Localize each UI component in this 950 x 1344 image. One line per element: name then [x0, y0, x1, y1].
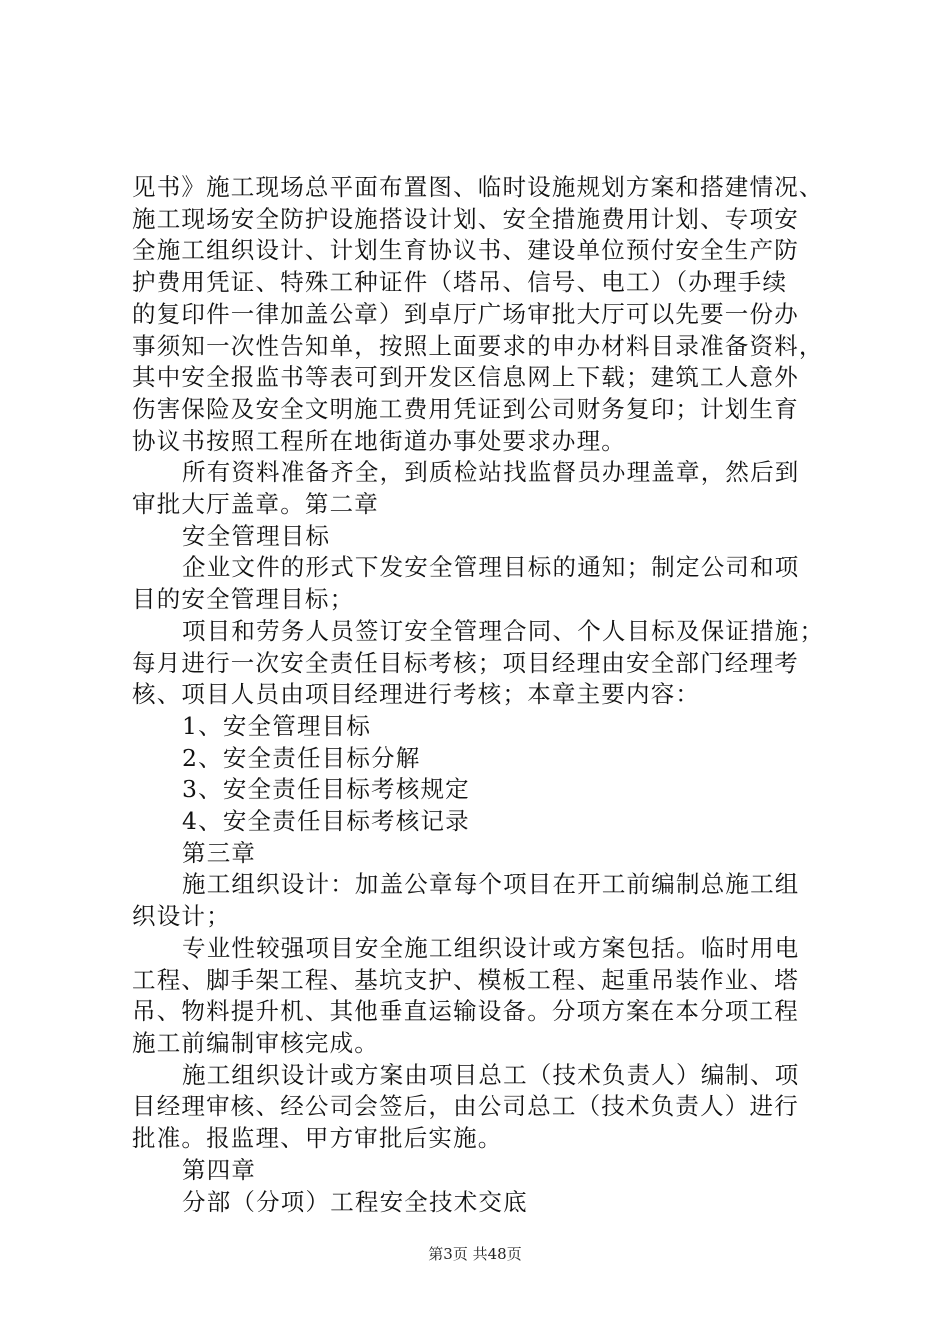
paragraph — [132, 711, 832, 743]
text-line: 见书》施工现场总平面布置图、临时设施规划方案和搭建情况、 — [132, 173, 824, 201]
text-line: 3、安全责任目标考核规定 — [182, 775, 470, 804]
text-line: 4、安全责任目标考核记录 — [182, 807, 470, 836]
text-line: 伤害保险及安全文明施工费用凭证到公司财务复印；计划生育 — [132, 394, 799, 423]
text-line: 企业文件的形式下发安全管理目标的通知；制定公司和项 — [182, 553, 800, 582]
paragraph — [132, 172, 832, 457]
paragraph — [132, 552, 832, 615]
text-line: 的复印件一律加盖公章）到卓厅广场审批大厅可以先要一份办 — [132, 299, 799, 328]
document-body — [132, 172, 832, 1218]
paragraph — [132, 774, 832, 806]
paragraph — [132, 616, 832, 711]
text-line: 安全管理目标 — [182, 521, 331, 550]
paragraph — [132, 933, 832, 1060]
text-line: 核、项目人员由项目经理进行考核；本章主要内容： — [132, 680, 701, 709]
paragraph — [132, 1060, 832, 1155]
paragraph — [132, 838, 832, 870]
text-line: 第四章 — [182, 1155, 257, 1184]
text-line: 审批大厅盖章。第二章 — [132, 490, 379, 519]
paragraph — [132, 806, 832, 838]
paragraph — [132, 869, 832, 932]
text-line: 专业性较强项目安全施工组织设计或方案包括。临时用电 — [182, 933, 800, 962]
text-line: 所有资料准备齐全，到质检站找监督员办理盖章，然后到 — [182, 458, 800, 487]
text-line: 施工前编制审核完成。 — [132, 1028, 379, 1057]
text-line: 第三章 — [182, 838, 257, 867]
text-line: 护费用凭证、特殊工种证件（塔吊、信号、电工）（办理手续 — [132, 268, 788, 297]
text-line: 分部（分项）工程安全技术交底 — [182, 1187, 528, 1216]
text-line: 吊、物料提升机、其他垂直运输设备。分项方案在本分项工程 — [132, 997, 799, 1026]
text-line: 织设计； — [132, 902, 231, 931]
text-line: 协议书按照工程所在地街道办事处要求办理。 — [132, 426, 626, 455]
text-line: 项目和劳务人员签订安全管理合同、个人目标及保证措施； — [182, 616, 825, 645]
text-line: 施工现场安全防护设施搭设计划、安全措施费用计划、专项安 — [132, 204, 799, 233]
page-footer: 第3页 共48页 — [428, 1245, 522, 1263]
text-line: 每月进行一次安全责任目标考核；项目经理由安全部门经理考 — [132, 648, 799, 677]
paragraph — [132, 521, 832, 553]
text-line: 目经理审核、经公司会签后，由公司总工（技术负责人）进行 — [132, 1092, 799, 1121]
text-line: 全施工组织设计、计划生育协议书、建设单位预付安全生产防 — [132, 236, 799, 265]
paragraph — [132, 1155, 832, 1187]
text-line: 2、安全责任目标分解 — [182, 743, 421, 772]
paragraph — [132, 743, 832, 775]
text-line: 目的安全管理目标； — [132, 585, 355, 614]
text-line: 施工组织设计或方案由项目总工（技术负责人）编制、项 — [182, 1060, 800, 1089]
text-line: 1、安全管理目标 — [182, 711, 372, 740]
text-line: 工程、脚手架工程、基坑支护、模板工程、起重吊装作业、塔 — [132, 965, 799, 994]
paragraph — [132, 457, 832, 520]
text-line: 其中安全报监书等表可到开发区信息网上下载；建筑工人意外 — [132, 363, 799, 392]
text-line: 事须知一次性告知单，按照上面要求的申办材料目录准备资料， — [132, 331, 824, 360]
text-line: 批准。报监理、甲方审批后实施。 — [132, 1124, 503, 1153]
paragraph — [132, 1187, 832, 1219]
text-line: 施工组织设计：加盖公章每个项目在开工前编制总施工组 — [182, 870, 800, 899]
